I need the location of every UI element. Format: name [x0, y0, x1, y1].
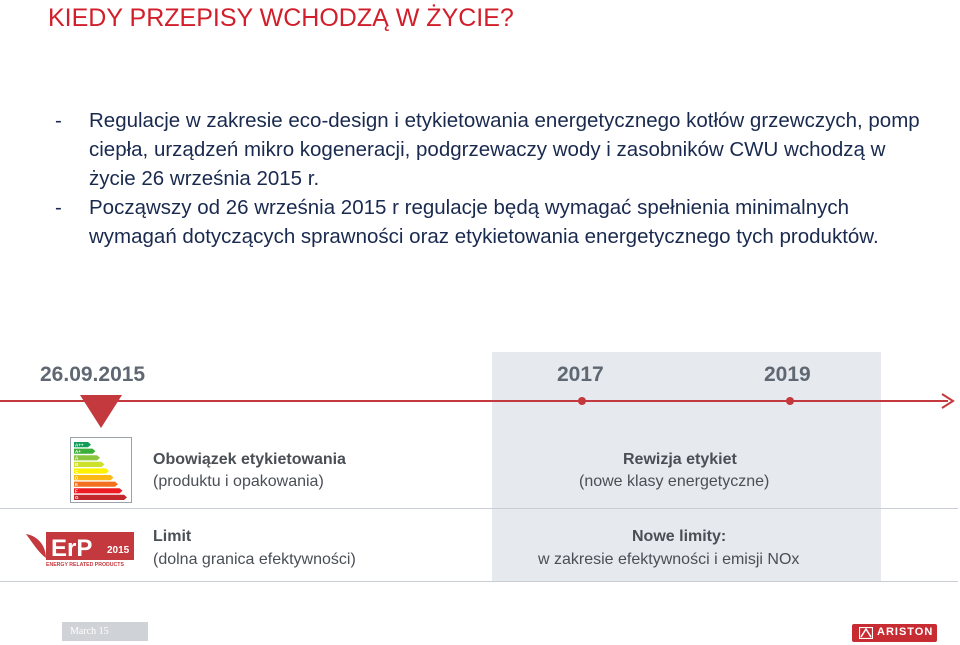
- erp-logo-year: 2015: [107, 545, 130, 556]
- limit-title: Limit: [153, 528, 192, 545]
- slide-title: KIEDY PRZEPISY WCHODZĄ W ŻYCIE?: [48, 4, 514, 32]
- limit-sub: (dolna granica efektywności): [153, 551, 356, 568]
- energy-class-label: E: [75, 482, 79, 487]
- energy-class-bar: [74, 468, 109, 473]
- energy-class-label: B: [75, 462, 79, 468]
- timeline-dot-2019: [786, 397, 794, 405]
- timeline-arrow-icon: [940, 393, 956, 409]
- erp-logo-text: ErP: [51, 535, 93, 562]
- energy-class-bar: [74, 488, 123, 493]
- bullet-item: [52, 106, 932, 193]
- start-marker-icon: [80, 395, 122, 429]
- bullet-dash: -: [55, 196, 62, 219]
- row-separator: [0, 581, 958, 582]
- energy-label-icon: [70, 437, 132, 503]
- row-separator: [0, 508, 958, 509]
- label-revision-sub: (nowe klasy energetyczne): [579, 473, 770, 490]
- timeline-year-2017: 2017: [557, 363, 604, 386]
- bullet-item: [52, 193, 932, 251]
- ariston-logo: [852, 624, 937, 642]
- energy-class-label: C: [75, 468, 79, 474]
- energy-class-label: G: [75, 495, 79, 501]
- energy-class-label: A+: [75, 449, 81, 454]
- erp-logo-caption: ENERGY RELATED PRODUCTS: [46, 562, 124, 568]
- labeling-obligation-sub: (produktu i opakowania): [153, 473, 324, 490]
- energy-class-label: A++: [75, 442, 84, 448]
- energy-class-label: A: [75, 455, 79, 461]
- new-limits-title: Nowe limity:: [632, 528, 727, 545]
- ariston-logo-text: ARISTON: [877, 626, 934, 638]
- bullet-text: Regulacje w zakresie eco-design i etykietowania energetycznego kotłów grzewczych, pomp ciepła, urządzeń mikro kogeneracji, podgrzewaczy wody i zasobników CWU wchodzą w życie 26 września 2015 r.: [89, 109, 920, 190]
- timeline-date-start: 26.09.2015: [40, 363, 146, 386]
- bullet-text: Począwszy od 26 września 2015 r regulacje będą wymagać spełnienia minimalnych wymagań dotyczących sprawności oraz etykietowania energetycznego tych produktów.: [89, 196, 879, 248]
- timeline-axis: [0, 400, 948, 402]
- footer-date: March 15: [62, 622, 148, 641]
- timeline-year-2019: 2019: [764, 363, 811, 386]
- label-revision-title: Rewizja etykiet: [623, 451, 737, 468]
- bullet-list: [52, 106, 932, 251]
- energy-class-label: D: [75, 475, 79, 481]
- new-limits-sub: w zakresie efektywności i emisji NOx: [538, 551, 800, 568]
- labeling-obligation-title: Obowiązek etykietowania: [153, 451, 346, 468]
- bullet-dash: -: [55, 109, 62, 132]
- energy-class-bar: [74, 495, 127, 500]
- energy-class-bar: [74, 475, 114, 480]
- energy-class-bar: [74, 462, 105, 467]
- energy-class-bar: [74, 482, 118, 487]
- ariston-mark-icon: [859, 627, 873, 639]
- erp-logo: [24, 528, 136, 568]
- timeline-dot-2017: [578, 397, 586, 405]
- energy-class-label: F: [75, 488, 78, 494]
